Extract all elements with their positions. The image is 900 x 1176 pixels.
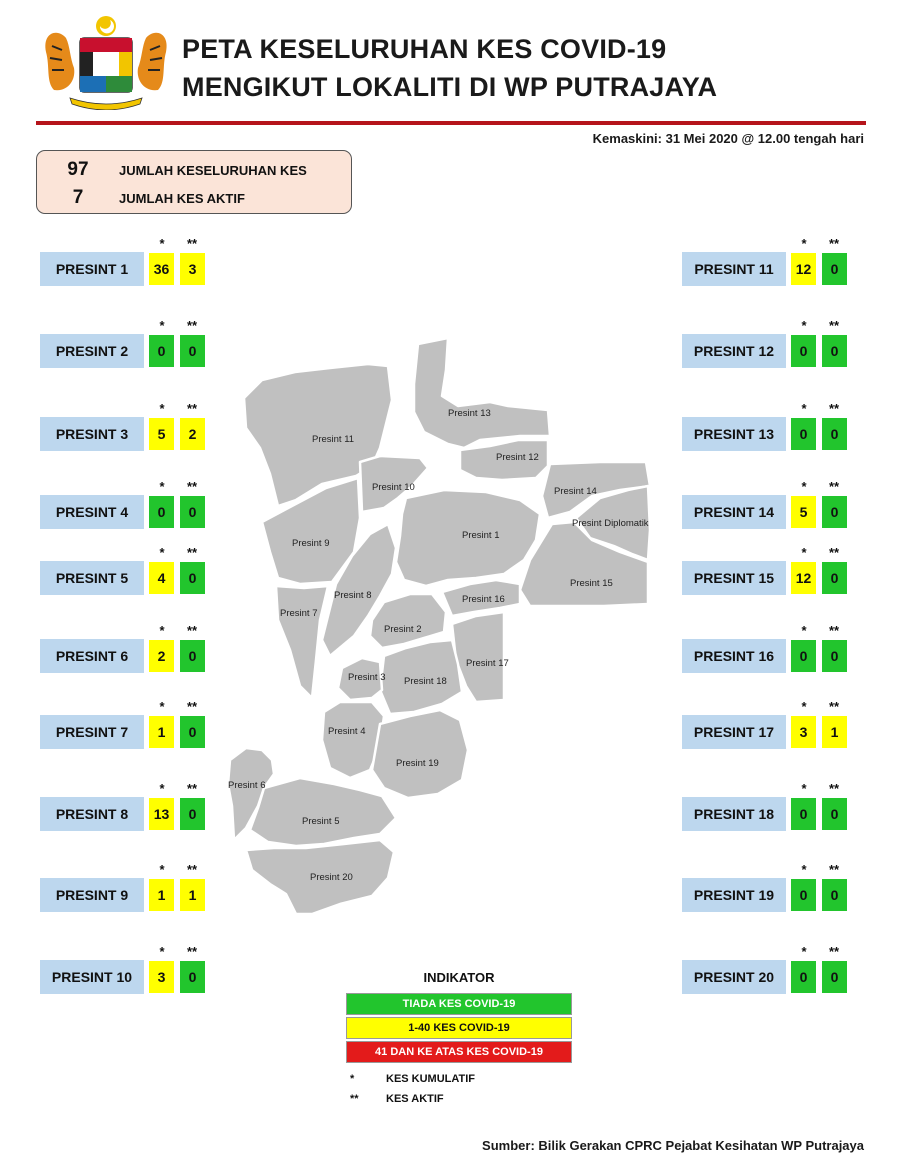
cumulative-cases-cell: 0	[790, 639, 817, 673]
cumulative-star-marker: *	[159, 318, 165, 333]
cumulative-star-marker: *	[801, 401, 807, 416]
map-label-presint-15: Presint 15	[570, 578, 613, 589]
active-cases-cell: 1	[179, 878, 206, 912]
active-cases-cell: 0	[179, 715, 206, 749]
header-divider	[36, 121, 866, 125]
precinct-name-label: PRESINT 14	[682, 495, 786, 529]
precinct-row-14	[682, 479, 862, 537]
legend-red-label: 41 DAN KE ATAS KES COVID-19	[375, 1046, 543, 1058]
cumulative-star-marker: *	[801, 545, 807, 560]
active-cases-cell: 0	[179, 960, 206, 994]
precinct-name-label: PRESINT 20	[682, 960, 786, 994]
legend-cumulative-row	[350, 1069, 572, 1089]
cumulative-star-marker: *	[801, 236, 807, 251]
precinct-row-3	[40, 401, 220, 459]
active-star-marker: **	[828, 401, 840, 416]
precinct-row-7	[40, 699, 220, 757]
cumulative-star-marker: *	[801, 944, 807, 959]
cumulative-cases-cell: 0	[148, 495, 175, 529]
precinct-name-label: PRESINT 16	[682, 639, 786, 673]
map-region-presint-2	[370, 594, 446, 648]
map-label-presint-5: Presint 5	[302, 816, 340, 827]
precinct-row-19	[682, 862, 862, 920]
cumulative-star-marker: *	[801, 699, 807, 714]
page-title	[182, 30, 717, 106]
precinct-name-label: PRESINT 1	[40, 252, 144, 286]
active-cases-cell: 0	[179, 639, 206, 673]
active-cases-cell: 0	[821, 960, 848, 994]
precinct-name-label: PRESINT 10	[40, 960, 144, 994]
map-region-presint-5	[250, 778, 396, 846]
active-star-marker: **	[186, 318, 198, 333]
cumulative-cases-cell: 4	[148, 561, 175, 595]
cumulative-cases-cell: 12	[790, 252, 817, 286]
map-label-presint-6: Presint 6	[228, 780, 266, 791]
precinct-name-label: PRESINT 4	[40, 495, 144, 529]
active-cases-cell: 1	[821, 715, 848, 749]
precinct-name-label: PRESINT 8	[40, 797, 144, 831]
legend-cumulative-label: KES KUMULATIF	[386, 1073, 476, 1085]
active-cases-cell: 0	[179, 334, 206, 368]
active-cases-cell: 0	[821, 252, 848, 286]
precinct-row-10	[40, 944, 220, 1002]
active-star-marker: **	[186, 862, 198, 877]
active-cases-cell: 0	[821, 878, 848, 912]
total-cases-value: 97	[67, 159, 89, 180]
precinct-row-17	[682, 699, 862, 757]
cumulative-cases-cell: 1	[148, 878, 175, 912]
map-region-presint-13	[414, 338, 550, 448]
precinct-row-12	[682, 318, 862, 376]
cumulative-star-marker: *	[159, 545, 165, 560]
active-star-marker: **	[828, 781, 840, 796]
precinct-name-label: PRESINT 12	[682, 334, 786, 368]
legend-active-label: KES AKTIF	[386, 1093, 444, 1105]
legend-active-row	[350, 1089, 572, 1109]
legend-yellow-bar	[346, 1017, 572, 1039]
cumulative-star-marker: *	[159, 862, 165, 877]
cumulative-cases-cell: 0	[790, 960, 817, 994]
active-cases-cell: 0	[179, 797, 206, 831]
map-label-presint-4: Presint 4	[328, 726, 366, 737]
active-star-marker: **	[186, 623, 198, 638]
precinct-row-2	[40, 318, 220, 376]
cumulative-star-marker: *	[159, 401, 165, 416]
map-label-presint-13: Presint 13	[448, 408, 491, 419]
map-label-presint-11: Presint 11	[312, 434, 355, 445]
map-label-presint-16: Presint 16	[462, 594, 505, 605]
cumulative-cases-cell: 13	[148, 797, 175, 831]
cumulative-cases-cell: 5	[790, 495, 817, 529]
active-cases-cell: 0	[821, 561, 848, 595]
active-cases-cell: 0	[821, 417, 848, 451]
precinct-row-1	[40, 236, 220, 294]
cumulative-cases-cell: 0	[790, 878, 817, 912]
active-star-marker: **	[186, 479, 198, 494]
precinct-row-13	[682, 401, 862, 459]
cumulative-cases-cell: 5	[148, 417, 175, 451]
active-cases-cell: 0	[821, 495, 848, 529]
map-label-presint-18: Presint 18	[404, 676, 447, 687]
total-cases-label: JUMLAH KESELURUHAN KES	[119, 162, 307, 178]
active-cases-label: JUMLAH KES AKTIF	[119, 190, 245, 206]
map-label-presint-diplomatik: Presint Diplomatik	[572, 518, 649, 529]
map-label-presint-2: Presint 2	[384, 624, 422, 635]
precinct-name-label: PRESINT 15	[682, 561, 786, 595]
title-line-1: PETA KESELURUHAN KES COVID-19	[182, 34, 667, 64]
cumulative-cases-cell: 0	[790, 797, 817, 831]
legend-cumulative-symbol: *	[350, 1073, 355, 1085]
cumulative-star-marker: *	[159, 699, 165, 714]
title-line-2: MENGIKUT LOKALITI DI WP PUTRAJAYA	[182, 72, 718, 102]
active-cases-cell: 0	[821, 334, 848, 368]
putrajaya-map	[220, 330, 660, 920]
active-cases-cell: 3	[179, 252, 206, 286]
map-region-presint-7	[276, 586, 328, 698]
legend-red-bar	[346, 1041, 572, 1063]
precinct-name-label: PRESINT 9	[40, 878, 144, 912]
active-star-marker: **	[186, 699, 198, 714]
map-label-presint-14: Presint 14	[554, 486, 597, 497]
legend-green-bar	[346, 993, 572, 1015]
cumulative-cases-cell: 0	[790, 334, 817, 368]
cumulative-star-marker: *	[159, 479, 165, 494]
source-note: Sumber: Bilik Gerakan CPRC Pejabat Kesihatan WP Putrajaya	[482, 1138, 864, 1153]
precinct-row-9	[40, 862, 220, 920]
active-cases-cell: 0	[179, 495, 206, 529]
precinct-row-11	[682, 236, 862, 294]
summary-box	[36, 150, 352, 214]
summary-active-row	[37, 187, 245, 209]
active-star-marker: **	[828, 318, 840, 333]
cumulative-star-marker: *	[159, 781, 165, 796]
precinct-name-label: PRESINT 3	[40, 417, 144, 451]
precinct-name-label: PRESINT 17	[682, 715, 786, 749]
active-star-marker: **	[828, 545, 840, 560]
legend-indicator	[346, 970, 572, 1109]
cumulative-cases-cell: 0	[790, 417, 817, 451]
legend-title: INDIKATOR	[423, 970, 495, 985]
active-cases-cell: 2	[179, 417, 206, 451]
cumulative-cases-cell: 36	[148, 252, 175, 286]
active-star-marker: **	[186, 545, 198, 560]
cumulative-cases-cell: 2	[148, 639, 175, 673]
legend-yellow-label: 1-40 KES COVID-19	[408, 1022, 510, 1034]
precinct-row-16	[682, 623, 862, 681]
precinct-row-15	[682, 545, 862, 603]
map-label-presint-12: Presint 12	[496, 452, 539, 463]
active-star-marker: **	[828, 699, 840, 714]
precinct-row-4	[40, 479, 220, 537]
cumulative-cases-cell: 3	[148, 960, 175, 994]
cumulative-star-marker: *	[801, 781, 807, 796]
summary-total-row	[37, 159, 307, 181]
precinct-name-label: PRESINT 5	[40, 561, 144, 595]
active-star-marker: **	[828, 479, 840, 494]
precinct-row-20	[682, 944, 862, 1002]
cumulative-star-marker: *	[159, 944, 165, 959]
map-label-presint-9: Presint 9	[292, 538, 330, 549]
precinct-row-8	[40, 781, 220, 839]
active-star-marker: **	[828, 944, 840, 959]
legend-green-label: TIADA KES COVID-19	[402, 998, 516, 1010]
active-cases-cell: 0	[821, 639, 848, 673]
active-star-marker: **	[186, 781, 198, 796]
cumulative-star-marker: *	[801, 479, 807, 494]
map-label-presint-1: Presint 1	[462, 530, 500, 541]
active-star-marker: **	[186, 944, 198, 959]
active-star-marker: **	[828, 862, 840, 877]
precinct-row-18	[682, 781, 862, 839]
cumulative-cases-cell: 1	[148, 715, 175, 749]
precinct-row-5	[40, 545, 220, 603]
map-label-presint-10: Presint 10	[372, 482, 415, 493]
precinct-name-label: PRESINT 2	[40, 334, 144, 368]
active-star-marker: **	[186, 401, 198, 416]
cumulative-star-marker: *	[801, 862, 807, 877]
active-cases-cell: 0	[821, 797, 848, 831]
map-label-presint-7: Presint 7	[280, 608, 318, 619]
cumulative-cases-cell: 12	[790, 561, 817, 595]
active-star-marker: **	[828, 236, 840, 251]
cumulative-star-marker: *	[159, 623, 165, 638]
precinct-name-label: PRESINT 13	[682, 417, 786, 451]
update-timestamp: Kemaskini: 31 Mei 2020 @ 12.00 tengah hari	[592, 131, 864, 146]
map-label-presint-8: Presint 8	[334, 590, 372, 601]
active-star-marker: **	[186, 236, 198, 251]
cumulative-cases-cell: 3	[790, 715, 817, 749]
precinct-name-label: PRESINT 11	[682, 252, 786, 286]
active-star-marker: **	[828, 623, 840, 638]
legend-active-symbol: **	[350, 1093, 359, 1105]
cumulative-star-marker: *	[801, 318, 807, 333]
map-region-presint-19	[372, 710, 468, 798]
precinct-name-label: PRESINT 18	[682, 797, 786, 831]
precinct-name-label: PRESINT 6	[40, 639, 144, 673]
active-cases-value: 7	[72, 187, 84, 208]
active-cases-cell: 0	[179, 561, 206, 595]
precinct-name-label: PRESINT 19	[682, 878, 786, 912]
map-label-presint-17: Presint 17	[466, 658, 509, 669]
coat-of-arms-logo	[40, 12, 172, 110]
precinct-name-label: PRESINT 7	[40, 715, 144, 749]
cumulative-star-marker: *	[801, 623, 807, 638]
map-label-presint-20: Presint 20	[310, 872, 353, 883]
map-label-presint-19: Presint 19	[396, 758, 439, 769]
map-label-presint-3: Presint 3	[348, 672, 386, 683]
cumulative-star-marker: *	[159, 236, 165, 251]
precinct-row-6	[40, 623, 220, 681]
cumulative-cases-cell: 0	[148, 334, 175, 368]
